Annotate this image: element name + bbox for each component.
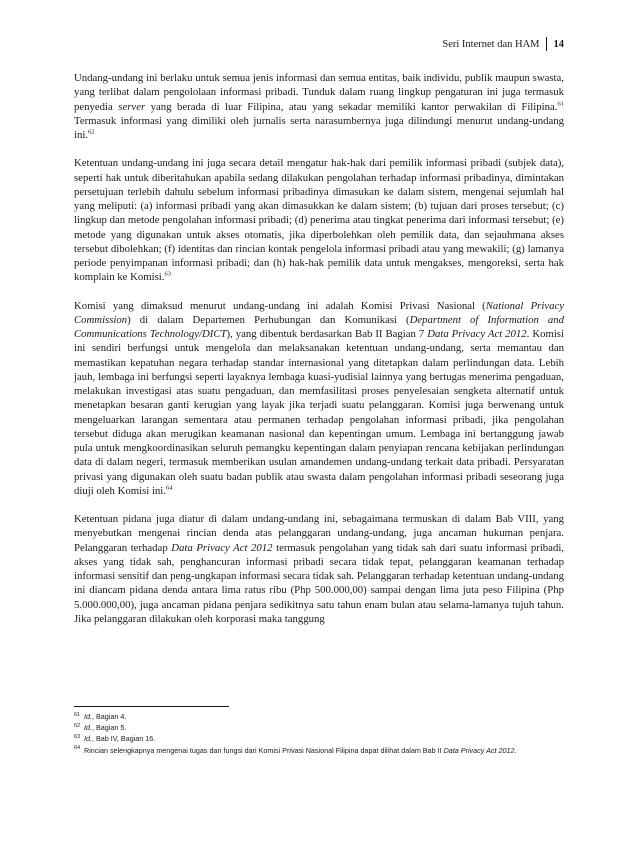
paragraph — [74, 299, 564, 499]
paragraph — [74, 512, 564, 626]
footnote: 63 Id., Bab IV, Bagian 16. — [74, 733, 156, 744]
footnote-ref: 64 — [165, 484, 173, 492]
footnote-rule — [74, 706, 229, 707]
italic-text: Id. — [84, 712, 92, 721]
footnotes-section — [74, 706, 564, 757]
text-run: Termasuk informasi yang dimiliki oleh jurnalis serta narasumbernya juga dilindungi menurut undang-undang ini. — [74, 114, 564, 141]
text-run: ) di dalam Departemen Perhubungan dan Komunikasi ( — [127, 313, 410, 326]
body-text — [74, 71, 564, 640]
italic-text: National Privacy Commission — [74, 299, 565, 326]
text-run: . Komisi ini sendiri berfungsi untuk mengelola dan melaksanakan ketentuan undang-undang, serta memantau dan memastikan kepatuhan negara terhadap standar internasional yang ditetapkan dalam perlindungan data. Lebih jauh, lembaga ini berfungsi seperti layaknya lembaga kuasi-yudisial lainnya yang bertugas menerima pengaduan, melakukan investigasi atas suatu pengaduan, dan memfasilitasi proses penyelesaian sengketa alternatif untuk menetapkan besaran ganti kerugian yang layak jika terjadi suatu pelanggaran. Komisi juga berwenang untuk mengeluarkan larangan sementara atau permanen terhadap pengolahan informasi pribadi, jika pengolahan tersebut diduga akan merugikan keamanan nasional dan kepentingan umum. Lembaga ini bertanggung jawab pula untuk mengkoordinasikan seluruh pemangku kepentingan dalam penyiapan rencana kebijakan perlindungan data di dalam negeri, termasuk memberikan usulan amandemen undang-undang terkait data pribadi. Persyaratan privasi yang digunakan oleh suatu badan publik atau swasta dalam pengolahan informasi pribadi seseorang juga diuji oleh Komisi ini. — [74, 328, 564, 497]
italic-text: Id. — [84, 734, 92, 744]
series-title: Seri Internet dan HAM — [442, 38, 540, 50]
footnote: 61 Id., Bagian 4. — [74, 711, 127, 721]
running-header — [442, 37, 564, 51]
italic-text: Data Privacy Act 2012 — [443, 745, 515, 755]
text-run: ), yang dibentuk berdasarkan Bab II Bagian 7 — [226, 328, 428, 340]
italic-text: Department of Information and Communications Technology/DICT — [74, 313, 564, 340]
footnote-list — [74, 712, 564, 755]
text-run: yang berada di luar Filipina, atau yang sekadar memiliki kantor perwakilan di Filipina. — [145, 100, 558, 113]
text-run: Undang-undang ini berlaku untuk semua jenis informasi dan semua entitas, baik individu, publik maupun swasta, yang terlibat dalam pengololaan informasi pribadi. Tunduk dalam ruang lingkup pengaturan ini juga termasuk penyedia — [74, 72, 564, 113]
paragraph — [74, 156, 564, 284]
text-run: Ketentuan pidana juga diatur di dalam undang-undang ini, sebagaimana termuskan di dalam Bab VIII, yang menyebutkan mengenai rincian denda atas pelanggaran undang-undang, juga ancaman hukuman penjara. Pelanggaran terhadap — [74, 513, 564, 554]
text-run: . — [514, 745, 517, 755]
footnote: 64 Rincian selengkapnya mengenai tugas dan fungsi dari Komisi Privasi Nasional Filipina dapat dilihat dalam Bab II Data Privacy Act 2012. — [74, 745, 517, 755]
text-run: Rincian selengkapnya mengenai tugas dan fungsi dari Komisi Privasi Nasional Filipina dapat dilihat dalam Bab II — [84, 745, 444, 755]
text-run: , Bagian 4. — [92, 712, 127, 721]
text-run: termasuk pengolahan yang tidak sah dari suatu informasi pribadi, akses yang tidak sah, penghancuran informasi pribadi secara tidak tepat, pelanggaran keamanan terhadap informasi sensitif dan peng-ungkapan informasi secara tidak sah. Pelanggaran terhadap ketentuan undang-undang ini diancam pidana denda antara lima ratus ribu (Php 500.000,00) sampai dengan lima juta peso Filipina (Php 5.000.000,00), juga ancaman pidana penjara sedikitnya satu tahun enam bulan atau selama-lamanya tujuh tahun. Jika pelanggaran dilakukan oleh korporasi maka tanggung — [74, 541, 564, 625]
footnote-ref: 63 — [164, 270, 171, 278]
footnote-ref: 62 — [88, 128, 95, 136]
italic-text: Data Privacy Act 2012 — [171, 541, 273, 554]
page-number: 14 — [553, 38, 564, 50]
text-run: Ketentuan undang-undang ini juga secara detail mengatur hak-hak dari pemilik informasi pribadi (subjek data), seperti hak untuk diberitahukan apabila sedang dilakukan pengolahan terhadap informasi pribadinya, dimintakan persetujuan terlebih dahulu sebelum informasi pribadinya dimasukan ke dalam sistem, mengenai sejumlah hal yang meliputi: (a) informasi pribadi yang akan dimasukkan ke dalam sistem; (b) tujuan dari proses tersebut; (c) lingkup dan metode pengolahan informasi pribadi; (d) penerima atau tingkat penerima dari informasi tersebut; (e) metode yang digunakan untuk akses otomatis, jika diperbolehkan oleh pemilik data, dan sejauhmana akses tersebut dibolehkan; (f) identitas dan rincian kontak pengelola informasi pribadi atau yang mewakili; (g) lamanya periode penyimpanan informasi pribadi; dan (h) hak-hak pemilik data untuk mengakses, mengoreksi, serta hak komplain ke Komisi. — [74, 157, 564, 284]
text-run: , Bab IV, Bagian 16. — [92, 734, 156, 744]
paragraph — [74, 71, 564, 142]
italic-text: server — [118, 100, 146, 113]
footnote: 62 Id., Bagian 5. — [74, 722, 127, 733]
text-run: Komisi yang dimaksud menurut undang-undang ini adalah Komisi Privasi Nasional ( — [74, 299, 486, 312]
header-divider — [546, 37, 547, 51]
text-run: , Bagian 5. — [92, 723, 127, 733]
footnote-ref: 61 — [557, 99, 564, 107]
italic-text: Id. — [84, 723, 92, 733]
italic-text: Data Privacy Act 2012 — [427, 328, 527, 340]
